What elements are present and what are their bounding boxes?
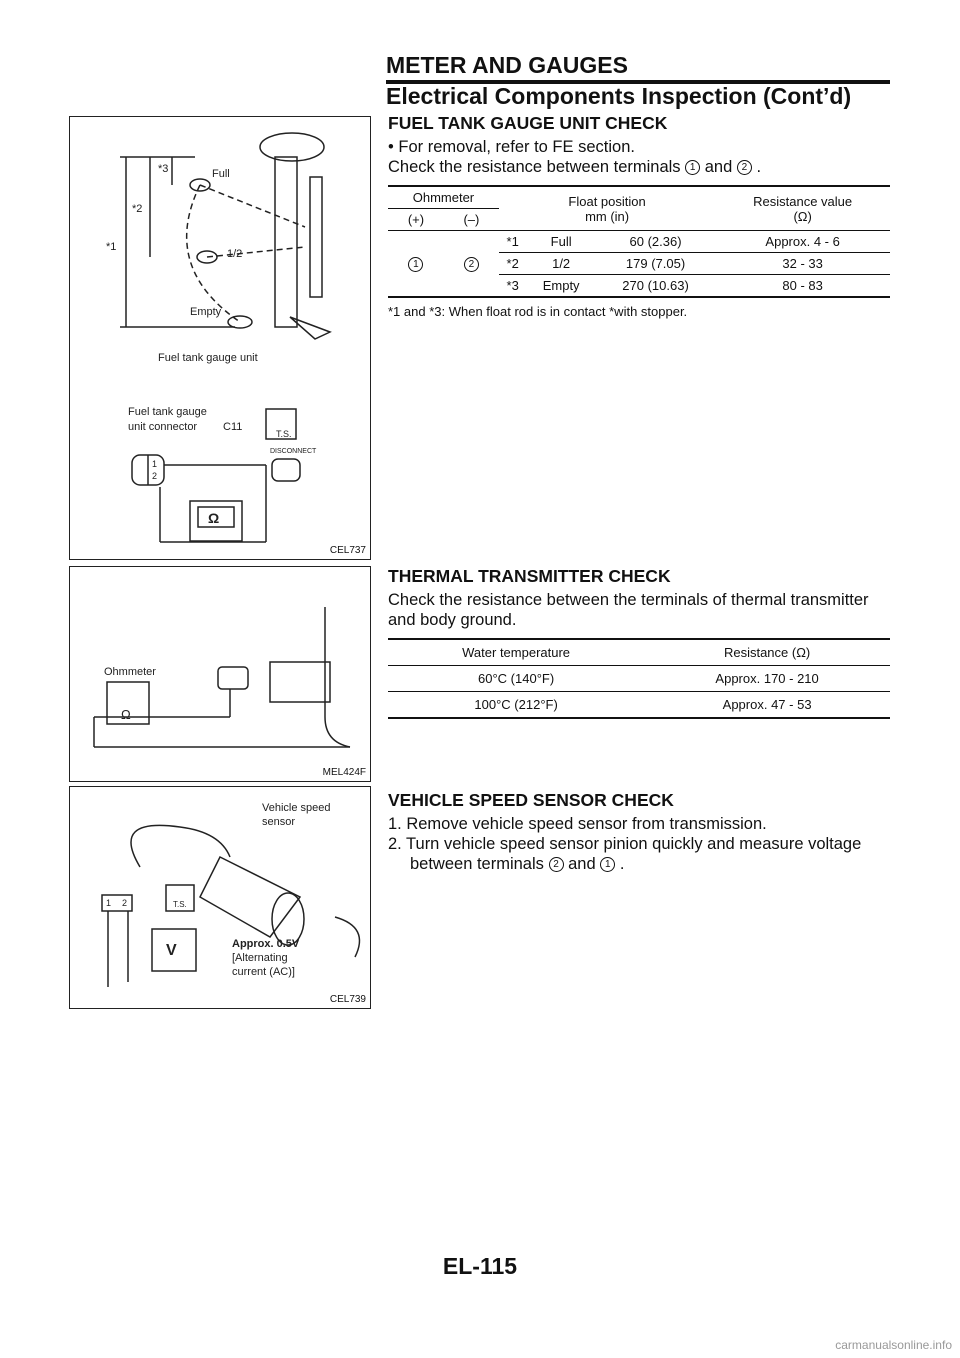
- fig1-label: 1/2: [227, 248, 243, 260]
- fig3-label: current (AC)]: [232, 966, 295, 978]
- fuel-resistance-table: [388, 185, 890, 298]
- bullet-icon: •: [388, 138, 394, 156]
- page-subtitle: Electrical Components Inspection (Cont’d): [386, 83, 852, 109]
- thermal-figure: [69, 566, 371, 782]
- speed-sensor-figure: [69, 786, 371, 1009]
- terminal-badge: 1: [600, 857, 615, 872]
- table-header: (–): [444, 209, 499, 231]
- instruction-text: and: [704, 158, 733, 176]
- section-heading: FUEL TANK GAUGE UNIT CHECK: [388, 113, 668, 133]
- figure-code: CEL739: [329, 994, 366, 1005]
- fig3-label: T.S.: [173, 900, 187, 909]
- table-header: Water temperature: [388, 639, 644, 666]
- table-row: [388, 666, 890, 692]
- table-cell: [388, 231, 444, 298]
- fuel-gauge-section: [388, 113, 890, 319]
- fig1-label: T.S.: [276, 429, 292, 439]
- table-cell: 270 (10.63): [596, 275, 716, 298]
- fig2-label: Ohmmeter: [104, 666, 156, 678]
- terminal-badge: 1: [685, 160, 700, 175]
- table-cell: *3: [499, 275, 527, 298]
- fig1-label: *3: [158, 163, 169, 175]
- speed-sensor-diagram: [70, 787, 370, 1008]
- fig3-label: 2: [122, 898, 128, 908]
- thermal-section: [388, 566, 890, 719]
- fig3-label: [Alternating: [232, 952, 288, 964]
- bullet-line: [388, 137, 890, 157]
- fuel-gauge-diagram: [70, 117, 370, 559]
- table-cell: Empty: [527, 275, 596, 298]
- table-header: Float position mm (in): [499, 186, 715, 231]
- section-heading: THERMAL TRANSMITTER CHECK: [388, 566, 671, 586]
- step-text: and: [568, 855, 596, 873]
- speed-sensor-section: [388, 790, 890, 874]
- table-cell: 60 (2.36): [596, 231, 716, 253]
- fig1-label: C11: [223, 421, 243, 433]
- fig1-label: Ω: [208, 510, 220, 526]
- step-line: [388, 854, 890, 874]
- table-note: *1 and *3: When float rod is in contact *with stopper.: [388, 304, 688, 319]
- bullet-text: For removal, refer to FE section.: [398, 138, 635, 156]
- fig1-label: Fuel tank gauge: [128, 406, 207, 418]
- instruction-line: [388, 157, 890, 177]
- fig1-label: 1: [152, 459, 158, 469]
- terminal-badge: 2: [464, 257, 479, 272]
- table-cell: Approx. 47 - 53: [644, 692, 890, 719]
- section-heading: VEHICLE SPEED SENSOR CHECK: [388, 790, 674, 810]
- table-header: (+): [388, 209, 444, 231]
- thermal-diagram: [70, 567, 370, 781]
- fig1-label: Fuel tank gauge unit: [158, 352, 258, 364]
- fuel-gauge-figure: [69, 116, 371, 560]
- terminal-badge: 2: [549, 857, 564, 872]
- section-title: METER AND GAUGES: [386, 52, 628, 78]
- fig3-label: sensor: [262, 816, 296, 828]
- step-text: between terminals: [410, 855, 544, 873]
- fig1-label: DISCONNECT: [270, 448, 317, 455]
- table-cell: 1/2: [527, 253, 596, 275]
- page-number: EL-115: [442, 1253, 518, 1279]
- thermal-resistance-table: [388, 638, 890, 719]
- table-cell: *1: [499, 231, 527, 253]
- fig3-label: V: [166, 942, 177, 959]
- step-text: .: [619, 855, 625, 873]
- fig3-label: Approx. 0.5V: [232, 938, 300, 950]
- fig1-label: *1: [106, 241, 117, 253]
- fig3-label: 1: [106, 898, 112, 908]
- figure-code: MEL424F: [322, 767, 366, 778]
- table-cell: 80 - 83: [715, 275, 890, 298]
- fig1-label: Full: [212, 168, 230, 180]
- terminal-badge: 1: [408, 257, 423, 272]
- table-cell: *2: [499, 253, 527, 275]
- table-header: Resistance (Ω): [644, 639, 890, 666]
- table-header: Resistance value (Ω): [715, 186, 890, 231]
- fig3-label: Vehicle speed: [262, 802, 331, 814]
- terminal-badge: 2: [737, 160, 752, 175]
- instruction-text: Check the resistance between terminals: [388, 158, 681, 176]
- table-row: [388, 692, 890, 719]
- table-header: Ohmmeter: [388, 186, 499, 209]
- table-cell: Approx. 170 - 210: [644, 666, 890, 692]
- table-cell: Full: [527, 231, 596, 253]
- instruction-text: .: [756, 158, 762, 176]
- fig1-label: *2: [132, 203, 143, 215]
- watermark-link[interactable]: carmanualsonline.info: [835, 1338, 952, 1352]
- fig1-label: 2: [152, 471, 158, 481]
- step-text: 1. Remove vehicle speed sensor from transmission.: [388, 815, 767, 833]
- table-cell: [444, 231, 499, 298]
- table-cell: 60°C (140°F): [388, 666, 644, 692]
- fig1-label: Empty: [190, 306, 222, 318]
- table-cell: 32 - 33: [715, 253, 890, 275]
- table-cell: Approx. 4 - 6: [715, 231, 890, 253]
- table-row: [388, 231, 890, 253]
- step-text: 2. Turn vehicle speed sensor pinion quickly and measure voltage: [388, 835, 862, 853]
- instruction-text: Check the resistance between the terminals of thermal transmitter and body ground.: [388, 591, 869, 629]
- figure-code: CEL737: [329, 545, 366, 556]
- fig1-label: unit connector: [128, 421, 198, 433]
- table-cell: 100°C (212°F): [388, 692, 644, 719]
- fig2-label: Ω: [121, 707, 131, 722]
- table-cell: 179 (7.05): [596, 253, 716, 275]
